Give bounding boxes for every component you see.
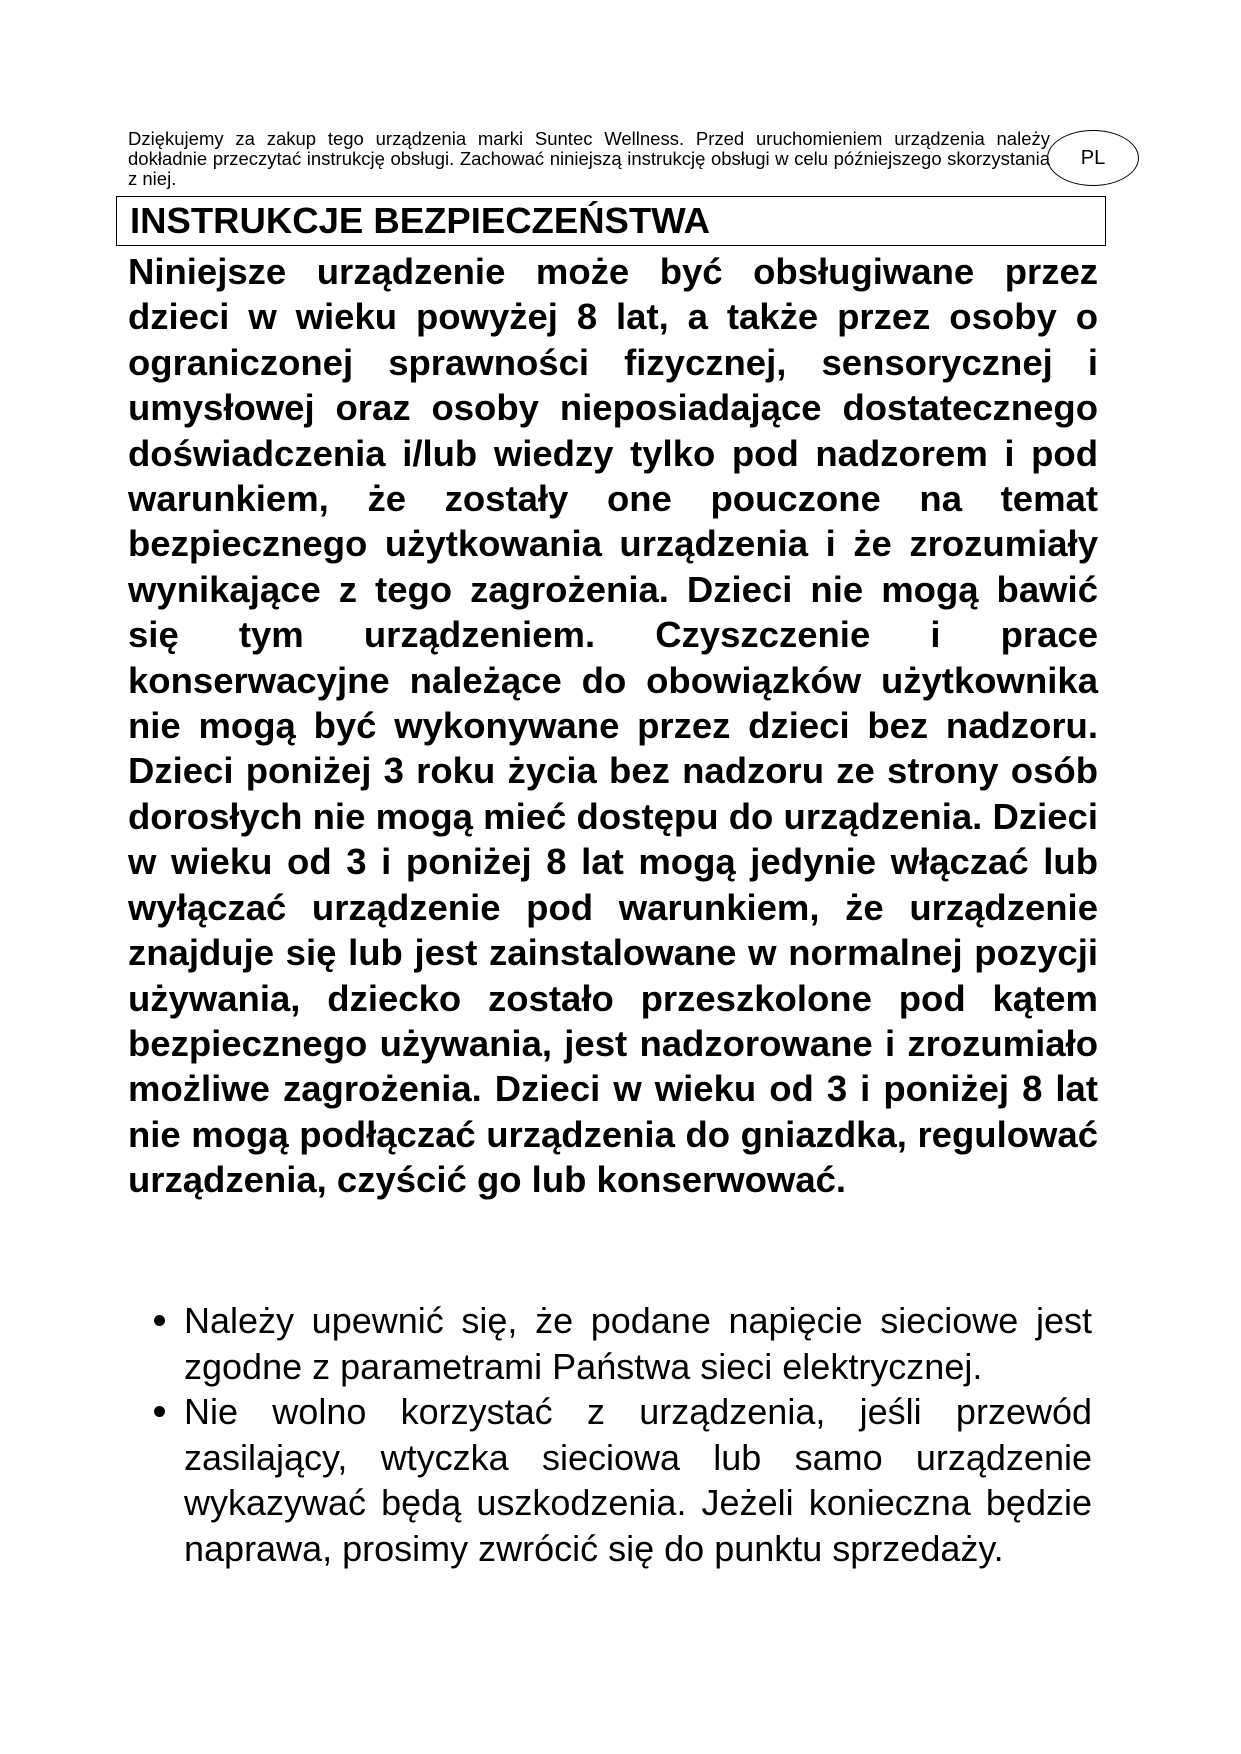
bullet-dot-icon bbox=[154, 1315, 165, 1326]
section-title: INSTRUKCJE BEZPIECZEŃSTWA bbox=[116, 196, 1106, 246]
bullet-item-text: Należy upewnić się, że podane napięcie sieciowe jest zgodne z parametrami Państwa sieci elektrycznej. bbox=[184, 1300, 1092, 1387]
bullet-item bbox=[184, 1298, 1092, 1389]
language-badge: PL bbox=[1047, 130, 1139, 186]
bullet-item-text: Nie wolno korzystać z urządzenia, jeśli przewód zasilający, wtyczka sieciowa lub samo urządzenie wykazywać będą uszkodzenia. Jeżeli konieczna będzie naprawa, prosimy zwrócić się do punktu sprzedaży. bbox=[184, 1391, 1092, 1569]
safety-bullet-list bbox=[184, 1298, 1092, 1571]
safety-warning-paragraph: Niniejsze urządzenie może być obsługiwane przez dzieci w wieku powyżej 8 lat, a także przez osoby o ograniczonej sprawności fizycznej, sensorycznej i umysłowej oraz osoby nieposiadające dostatecznego doświadczenia i/lub wiedzy tylko pod nadzorem i pod warunkiem, że zostały one pouczone na temat bezpiecznego użytkowania urządzenia i że zrozumiały wynikające z tego zagrożenia. Dzieci nie mogą bawić się tym urządzeniem. Czyszczenie i prace konserwacyjne należące do obowiązków użytkownika nie mogą być wykonywane przez dzieci bez nadzoru. Dzieci poniżej 3 roku życia bez nadzoru ze strony osób dorosłych nie mogą mieć dostępu do urządzenia. Dzieci w wieku od 3 i poniżej 8 lat mogą jedynie włączać lub wyłączać urządzenie pod warunkiem, że urządzenie znajduje się lub jest zainstalowane w normalnej pozycji używania, dziecko zostało przeszkolone pod kątem bezpiecznego używania, jest nadzorowane i zrozumiało możliwe zagrożenia. Dzieci w wieku od 3 i poniżej 8 lat nie mogą podłączać urządzenia do gniazdka, regulować urządzenia, czyścić go lub konserwować. bbox=[128, 251, 1098, 1201]
intro-paragraph: Dziękujemy za zakup tego urządzenia marki Suntec Wellness. Przed uruchomieniem urządzenia należy dokładnie przeczytać instrukcję obsługi. Zachować niniejszą instrukcję obsługi w celu późniejszego skorzystania z niej. bbox=[128, 128, 1050, 189]
bullet-dot-icon bbox=[154, 1406, 165, 1417]
bullet-item bbox=[184, 1389, 1092, 1571]
